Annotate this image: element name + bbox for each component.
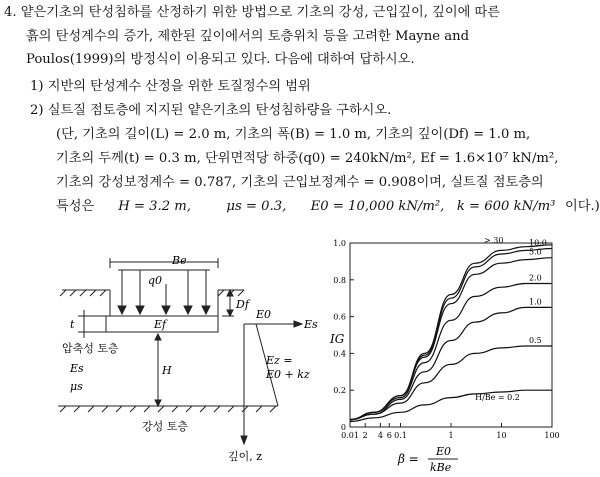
given-suffix: 이다.)	[565, 199, 600, 214]
series-label: 0.5	[529, 336, 542, 345]
plot-frame	[350, 243, 552, 427]
label-depth: 깊이, z	[228, 450, 263, 463]
label-q0: q0	[148, 274, 163, 287]
y-tick-label: 0.4	[333, 349, 346, 359]
y-tick-label: 0	[340, 423, 346, 432]
x-axis-den: kBe	[430, 461, 452, 474]
question-line-3: Poulos(1999)의 방정식이 이용되고 있다. 다음에 대하여 답하시오.	[26, 52, 415, 67]
series-line	[350, 249, 552, 420]
label-rigid-layer: 강성 토층	[142, 420, 189, 433]
series-label: 1.0	[529, 297, 542, 307]
series-line	[350, 390, 552, 421]
given-H: H = 3.2 m,	[118, 199, 191, 214]
influence-factor-chart	[328, 235, 574, 473]
label-E0: E0	[256, 308, 272, 321]
given-k: k = 600 kN/m³	[456, 199, 556, 214]
label-Df: Df	[236, 298, 249, 311]
label-Ef: Ef	[154, 318, 167, 331]
series-line	[350, 346, 552, 420]
series-line	[350, 245, 552, 420]
x-tick-label: 4	[377, 431, 383, 440]
label-compressible-layer: 압축성 토층	[62, 342, 119, 355]
given-line-1: (단, 기초의 길이(L) = 2.0 m, 기초의 폭(B) = 1.0 m, 기초의 깊이(Df) = 1.0 m,	[56, 127, 531, 142]
series-label: 5.0	[529, 247, 542, 257]
x-tick-label: 2	[362, 431, 368, 440]
label-Es: Es	[304, 318, 318, 331]
given-E0: E0 = 10,000 kN/m²,	[310, 199, 445, 214]
y-tick-label: 1.0	[333, 239, 346, 248]
given-mu: μs = 0.3,	[226, 199, 287, 214]
x-tick-label: 0.1	[394, 431, 407, 440]
sub-item-2: 2) 실트질 점토층에 지지된 얕은기초의 탄성침하량을 구하시오.	[30, 103, 392, 118]
question-line-2: 흙의 탄성계수의 증가, 제한된 깊이에서의 토층위치 등을 고려한 Mayne and	[26, 29, 470, 44]
label-H: H	[162, 364, 172, 377]
given-prefix: 특성은	[56, 199, 95, 214]
series-line	[350, 258, 552, 420]
series-label: 10.0	[529, 238, 547, 248]
x-axis-num: E0	[436, 445, 452, 458]
given-line-3: 기초의 강성보정계수 = 0.787, 기초의 근입보정계수 = 0.908이며, 실트질 점토층의	[56, 175, 544, 190]
label-Ez: Ez =	[266, 354, 293, 367]
y-axis-label: IG	[330, 332, 345, 346]
x-tick-label: 0.01	[341, 431, 359, 440]
label-Be: Be	[172, 254, 187, 267]
sub-item-1: 1) 지반의 탄성계수 산정을 위한 토질정수의 범위	[30, 79, 311, 94]
x-tick-label: 100	[544, 431, 560, 440]
x-axis-beta: β =	[398, 452, 419, 466]
y-tick-label: 0.2	[333, 386, 346, 396]
x-tick-label: 10	[496, 431, 507, 440]
given-line-2: 기초의 두께(t) = 0.3 m, 단위면적당 하중(q0) = 240kN/m², Ef = 1.6×10⁷ kN/m²,	[56, 151, 559, 166]
foundation-diagram	[48, 254, 320, 466]
series-label: 2.0	[529, 273, 542, 283]
series-line	[350, 307, 552, 419]
label-Es-layer: Es	[70, 362, 84, 375]
label-t: t	[70, 318, 75, 331]
series-label: H/Be = 0.2	[475, 393, 520, 403]
y-tick-label: 0.8	[333, 275, 346, 285]
y-tick-label: 0.6	[333, 312, 346, 322]
label-mus: μs	[70, 380, 83, 393]
series-label: > 30	[484, 235, 504, 245]
x-tick-label: 6	[386, 431, 392, 440]
x-tick-label: 1	[448, 431, 454, 440]
given-line-4	[56, 198, 600, 216]
label-Ez-expr: E0 + kz	[266, 368, 310, 381]
question-line-1: 4. 얕은기초의 탄성침하를 산정하기 위한 방법으로 기초의 강성, 근입깊이, 깊이에 따른	[4, 5, 501, 20]
